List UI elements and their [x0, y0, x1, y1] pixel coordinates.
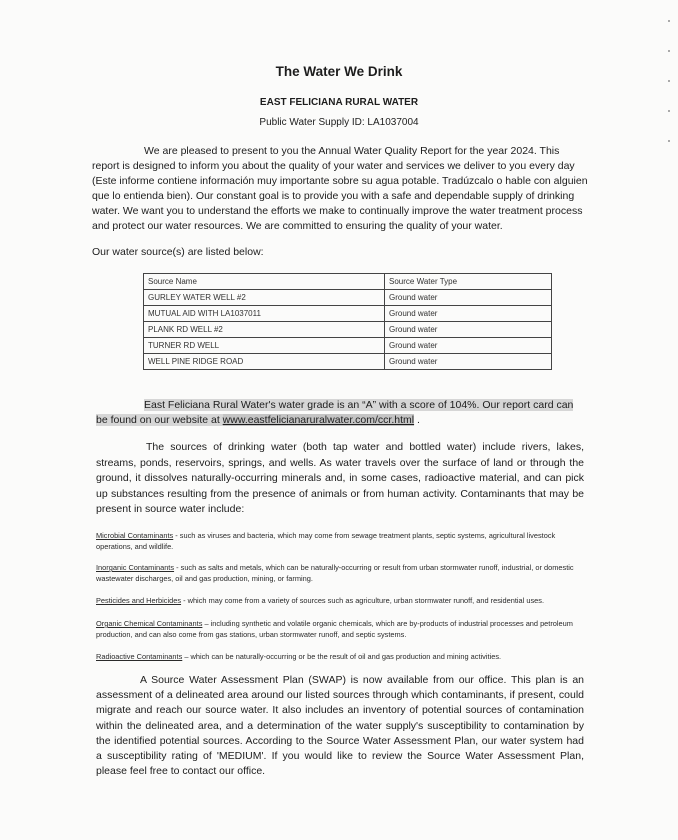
intro-paragraph — [92, 144, 588, 234]
source-name-cell: MUTUAL AID WITH LA1037011 — [144, 306, 385, 322]
table-row — [144, 290, 552, 306]
source-type-cell: Ground water — [385, 290, 552, 306]
source-type-cell: Ground water — [385, 354, 552, 370]
contaminant-desc: - such as salts and metals, which can be naturally-occurring or result from urban stormwater runoff, industrial, or domestic wastewater discharges, oil and gas production, mining, or farming. — [96, 563, 574, 583]
source-type-cell: Ground water — [385, 338, 552, 354]
sources-label: Our water source(s) are listed below: — [92, 246, 264, 258]
header-source-type: Source Water Type — [385, 274, 552, 290]
source-type-cell: Ground water — [385, 306, 552, 322]
table-row — [144, 322, 552, 338]
table-row — [144, 306, 552, 322]
contaminant-item — [96, 652, 586, 663]
source-name-cell: GURLEY WATER WELL #2 — [144, 290, 385, 306]
source-name-cell: PLANK RD WELL #2 — [144, 322, 385, 338]
water-grade-end: . — [414, 414, 420, 426]
swap-paragraph — [96, 673, 584, 779]
contaminant-item — [96, 596, 586, 607]
table-row — [144, 354, 552, 370]
public-water-supply-id: Public Water Supply ID: LA1037004 — [259, 117, 419, 128]
table-header-row — [144, 274, 552, 290]
swap-text: A Source Water Assessment Plan (SWAP) is now available from our office. This plan is an assessment of a delineated area around our listed sources through which contaminants, if present, could migrate and reach our source water. It also includes an inventory of potential sources of contamination within the delineated area, and a determination of the water supply's susceptibility to contamination by the identified potential sources. According to the Source Water Assessment Plan, our water system had a susceptibility rating of 'MEDIUM'. If you would like to review the Source Water Assessment Plan, please feel free to contact our office. — [96, 674, 584, 778]
contaminant-item — [96, 531, 586, 552]
organization-name: EAST FELICIANA RURAL WATER — [259, 97, 419, 108]
contaminant-name: Pesticides and Herbicides — [96, 596, 182, 605]
header-source-name: Source Name — [144, 274, 385, 290]
contaminant-desc: - which may come from a variety of sources such as agriculture, urban stormwater runoff, and residential uses. — [181, 596, 545, 605]
page-title: The Water We Drink — [275, 64, 403, 79]
source-table — [143, 273, 552, 370]
source-name-cell: WELL PINE RIDGE ROAD — [144, 354, 385, 370]
contaminant-item — [96, 563, 586, 584]
sources-of-water-paragraph — [96, 440, 584, 518]
water-grade-paragraph — [96, 398, 586, 428]
contaminant-desc: - such as viruses and bacteria, which may come from sewage treatment plants, septic systems, agricultural livestock operations, and wildlife. — [96, 531, 556, 551]
intro-text: We are pleased to present to you the Annual Water Quality Report for the year 2024. This report is designed to inform you about the quality of your water and services we deliver to you every day (Este informe contiene información muy importante sobre su agua potable. Tradúzcalo o hable con alguien que lo entienda bien). Our constant goal is to provide you with a safe and dependable supply of drinking water. We want you to understand the efforts we make to continually improve the water treatment process and protect our water resources. We are committed to ensuring the quality of your water. — [92, 145, 588, 232]
contaminant-item — [96, 619, 586, 640]
contaminant-name: Organic Chemical Contaminants — [96, 619, 203, 628]
water-grade-text: East Feliciana Rural Water's water grade is an “A” with a score of 104%. Our report card can be found on our website at — [96, 399, 574, 426]
contaminant-desc: – which can be naturally-occurring or be the result of oil and gas production and mining activities. — [182, 652, 502, 661]
source-name-cell: TURNER RD WELL — [144, 338, 385, 354]
contaminant-desc: – including synthetic and volatile organic chemicals, which are by-products of industrial processes and petroleum production, and can also come from gas stations, urban stormwater runoff, and septic systems. — [96, 619, 573, 639]
contaminant-name: Radioactive Contaminants — [96, 652, 183, 661]
table-row — [144, 338, 552, 354]
report-card-link[interactable]: www.eastfelicianaruralwater.com/ccr.html — [222, 414, 415, 426]
sources-of-water-text: The sources of drinking water (both tap water and bottled water) include rivers, lakes, streams, ponds, reservoirs, springs, and wells. As water travels over the surface of land or through the ground, it dissolves naturally-occurring minerals and, in some cases, radioactive material, and can pick up substances resulting from the presence of animals or from human activity. Contaminants that may be present in source water include: — [96, 441, 584, 515]
source-type-cell: Ground water — [385, 322, 552, 338]
contaminant-name: Inorganic Contaminants — [96, 563, 175, 572]
scan-edge-marks — [668, 20, 672, 160]
contaminant-name: Microbial Contaminants — [96, 531, 174, 540]
